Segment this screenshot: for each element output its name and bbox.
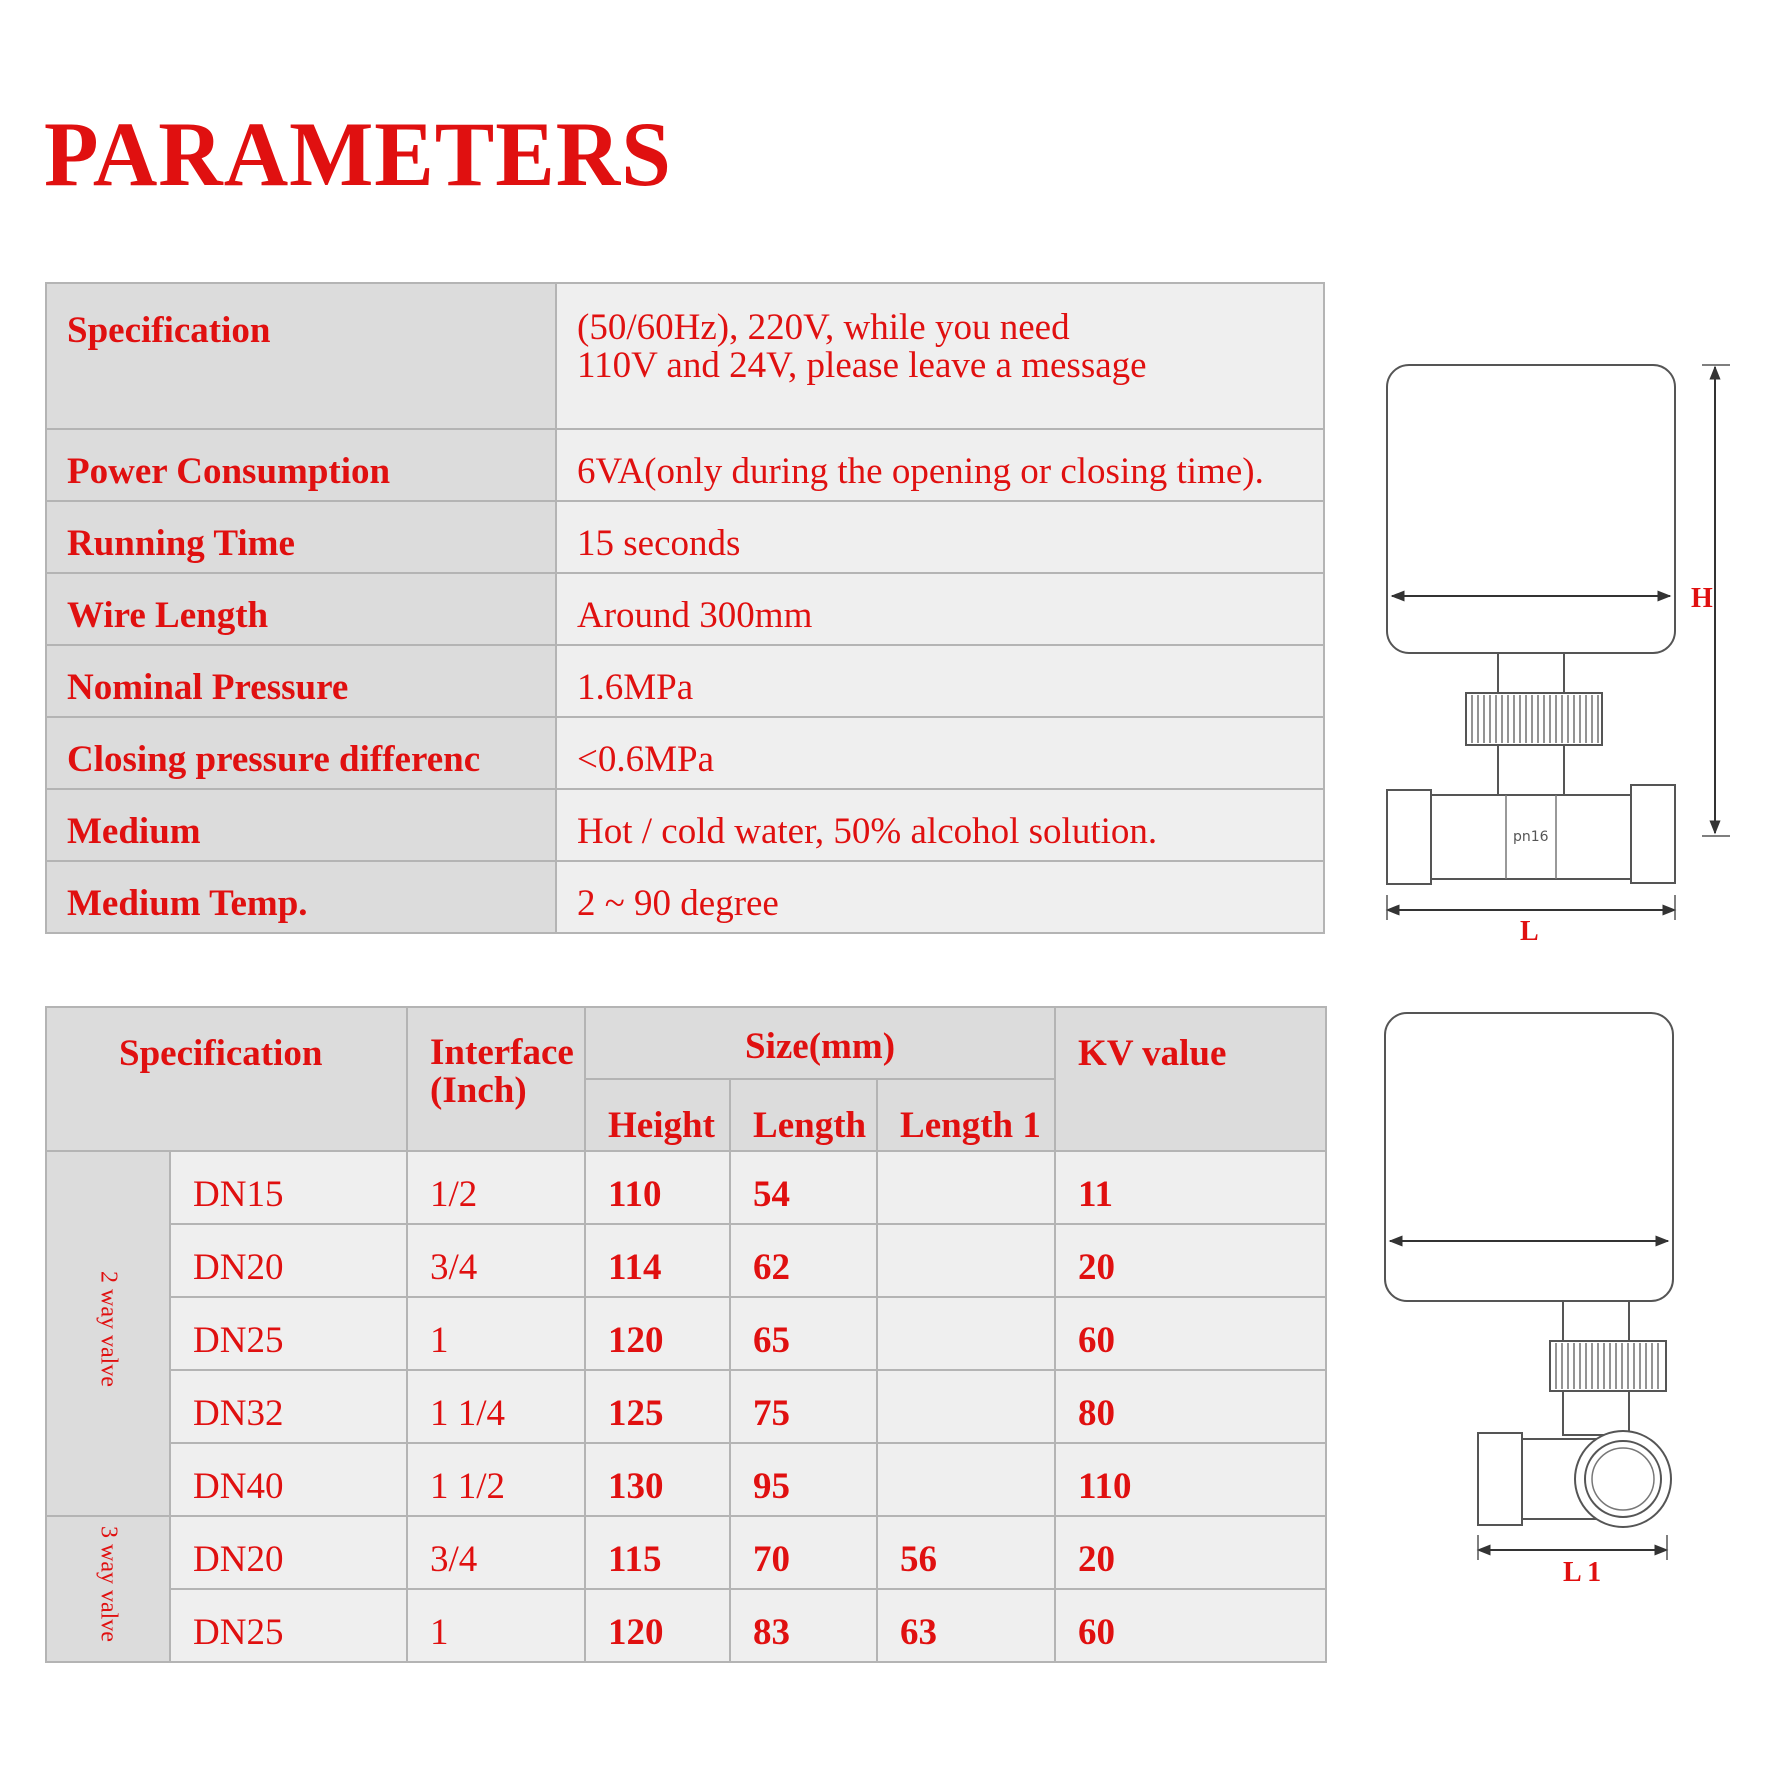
group-cell bbox=[46, 1151, 170, 1516]
parameters-table bbox=[45, 282, 1325, 934]
group-cell bbox=[46, 1516, 170, 1662]
header-specification: Specification bbox=[46, 1007, 407, 1151]
page-title: PARAMETERS bbox=[44, 103, 672, 205]
table-header-row bbox=[46, 1007, 1326, 1079]
cell-length1 bbox=[877, 1443, 1055, 1516]
header-length: Length bbox=[730, 1079, 877, 1151]
cell-spec: DN32 bbox=[170, 1370, 407, 1443]
cell-length1: 56 bbox=[877, 1516, 1055, 1589]
table-row bbox=[46, 645, 1324, 717]
size-table bbox=[45, 1006, 1327, 1663]
table-row bbox=[46, 1151, 1326, 1224]
cell-interface: 1 1/4 bbox=[407, 1370, 585, 1443]
header-interface-line: Interface bbox=[430, 1032, 574, 1073]
valve-body bbox=[1387, 785, 1675, 884]
table-row bbox=[46, 1224, 1326, 1297]
group-label-2-way: 2 way valve bbox=[95, 1270, 122, 1387]
header-length1: Length 1 bbox=[877, 1079, 1055, 1151]
param-value: 6VA(only during the opening or closing time). bbox=[556, 429, 1324, 501]
param-value: Around 300mm bbox=[556, 573, 1324, 645]
cell-kv: 80 bbox=[1055, 1370, 1326, 1443]
header-size: Size(mm) bbox=[585, 1007, 1055, 1079]
cell-height: 110 bbox=[585, 1151, 730, 1224]
param-value-line: (50/60Hz), 220V, while you need bbox=[577, 307, 1070, 348]
header-interface-line: (Inch) bbox=[430, 1070, 527, 1111]
cell-length1: 63 bbox=[877, 1589, 1055, 1662]
cell-spec: DN20 bbox=[170, 1516, 407, 1589]
header-interface bbox=[407, 1007, 585, 1151]
table-row bbox=[46, 283, 1324, 429]
param-label: Wire Length bbox=[46, 573, 556, 645]
table-row bbox=[46, 1443, 1326, 1516]
cell-length: 95 bbox=[730, 1443, 877, 1516]
stem-and-nut bbox=[1550, 1301, 1666, 1435]
cell-kv: 20 bbox=[1055, 1224, 1326, 1297]
cell-height: 125 bbox=[585, 1370, 730, 1443]
header-kv: KV value bbox=[1055, 1007, 1326, 1151]
cell-interface: 3/4 bbox=[407, 1516, 585, 1589]
length-label: L bbox=[1520, 916, 1539, 945]
cell-length: 83 bbox=[730, 1589, 877, 1662]
cell-height: 130 bbox=[585, 1443, 730, 1516]
table-row bbox=[46, 717, 1324, 789]
cell-interface: 1 bbox=[407, 1589, 585, 1662]
param-value-line: 110V and 24V, please leave a message bbox=[577, 345, 1147, 386]
cell-interface: 1 bbox=[407, 1297, 585, 1370]
param-label: Specification bbox=[46, 283, 556, 429]
table-row bbox=[46, 573, 1324, 645]
actuator-box bbox=[1385, 1013, 1673, 1301]
table-row bbox=[46, 1516, 1326, 1589]
height-label: H bbox=[1691, 583, 1713, 614]
table-row bbox=[46, 429, 1324, 501]
cell-height: 115 bbox=[585, 1516, 730, 1589]
body-mark: pn16 bbox=[1513, 829, 1549, 845]
cell-height: 120 bbox=[585, 1589, 730, 1662]
cell-length: 62 bbox=[730, 1224, 877, 1297]
stem-and-nut bbox=[1466, 653, 1602, 795]
cell-spec: DN40 bbox=[170, 1443, 407, 1516]
cell-spec: DN15 bbox=[170, 1151, 407, 1224]
cell-length: 75 bbox=[730, 1370, 877, 1443]
cell-interface: 3/4 bbox=[407, 1224, 585, 1297]
group-label-3-way: 3 way valve bbox=[95, 1526, 122, 1642]
length1-label: L 1 bbox=[1563, 1557, 1602, 1588]
param-label: Nominal Pressure bbox=[46, 645, 556, 717]
header-height: Height bbox=[585, 1079, 730, 1151]
param-label: Running Time bbox=[46, 501, 556, 573]
param-value: 15 seconds bbox=[556, 501, 1324, 573]
cell-kv: 60 bbox=[1055, 1589, 1326, 1662]
cell-length1 bbox=[877, 1224, 1055, 1297]
cell-length1 bbox=[877, 1297, 1055, 1370]
cell-kv: 11 bbox=[1055, 1151, 1326, 1224]
cell-kv: 20 bbox=[1055, 1516, 1326, 1589]
cell-length1 bbox=[877, 1370, 1055, 1443]
cell-kv: 110 bbox=[1055, 1443, 1326, 1516]
param-value: <0.6MPa bbox=[556, 717, 1324, 789]
cell-height: 114 bbox=[585, 1224, 730, 1297]
two-way-valve-diagram bbox=[1380, 355, 1740, 945]
three-way-valve-diagram bbox=[1380, 1005, 1740, 1605]
table-row bbox=[46, 1297, 1326, 1370]
param-value: Hot / cold water, 50% alcohol solution. bbox=[556, 789, 1324, 861]
table-row bbox=[46, 1370, 1326, 1443]
cell-interface: 1 1/2 bbox=[407, 1443, 585, 1516]
cell-interface: 1/2 bbox=[407, 1151, 585, 1224]
table-row bbox=[46, 861, 1324, 933]
param-value: 1.6MPa bbox=[556, 645, 1324, 717]
cell-length1 bbox=[877, 1151, 1055, 1224]
cell-height: 120 bbox=[585, 1297, 730, 1370]
param-label: Medium Temp. bbox=[46, 861, 556, 933]
table-row bbox=[46, 789, 1324, 861]
param-value: 2 ~ 90 degree bbox=[556, 861, 1324, 933]
param-label: Closing pressure differenc bbox=[46, 717, 556, 789]
table-row bbox=[46, 1589, 1326, 1662]
cell-spec: DN20 bbox=[170, 1224, 407, 1297]
cell-spec: DN25 bbox=[170, 1589, 407, 1662]
valve-body bbox=[1478, 1431, 1671, 1527]
param-label: Medium bbox=[46, 789, 556, 861]
cell-kv: 60 bbox=[1055, 1297, 1326, 1370]
param-value bbox=[556, 283, 1324, 429]
actuator-box bbox=[1387, 365, 1675, 653]
cell-spec: DN25 bbox=[170, 1297, 407, 1370]
cell-length: 54 bbox=[730, 1151, 877, 1224]
cell-length: 65 bbox=[730, 1297, 877, 1370]
table-row bbox=[46, 501, 1324, 573]
cell-length: 70 bbox=[730, 1516, 877, 1589]
param-label: Power Consumption bbox=[46, 429, 556, 501]
